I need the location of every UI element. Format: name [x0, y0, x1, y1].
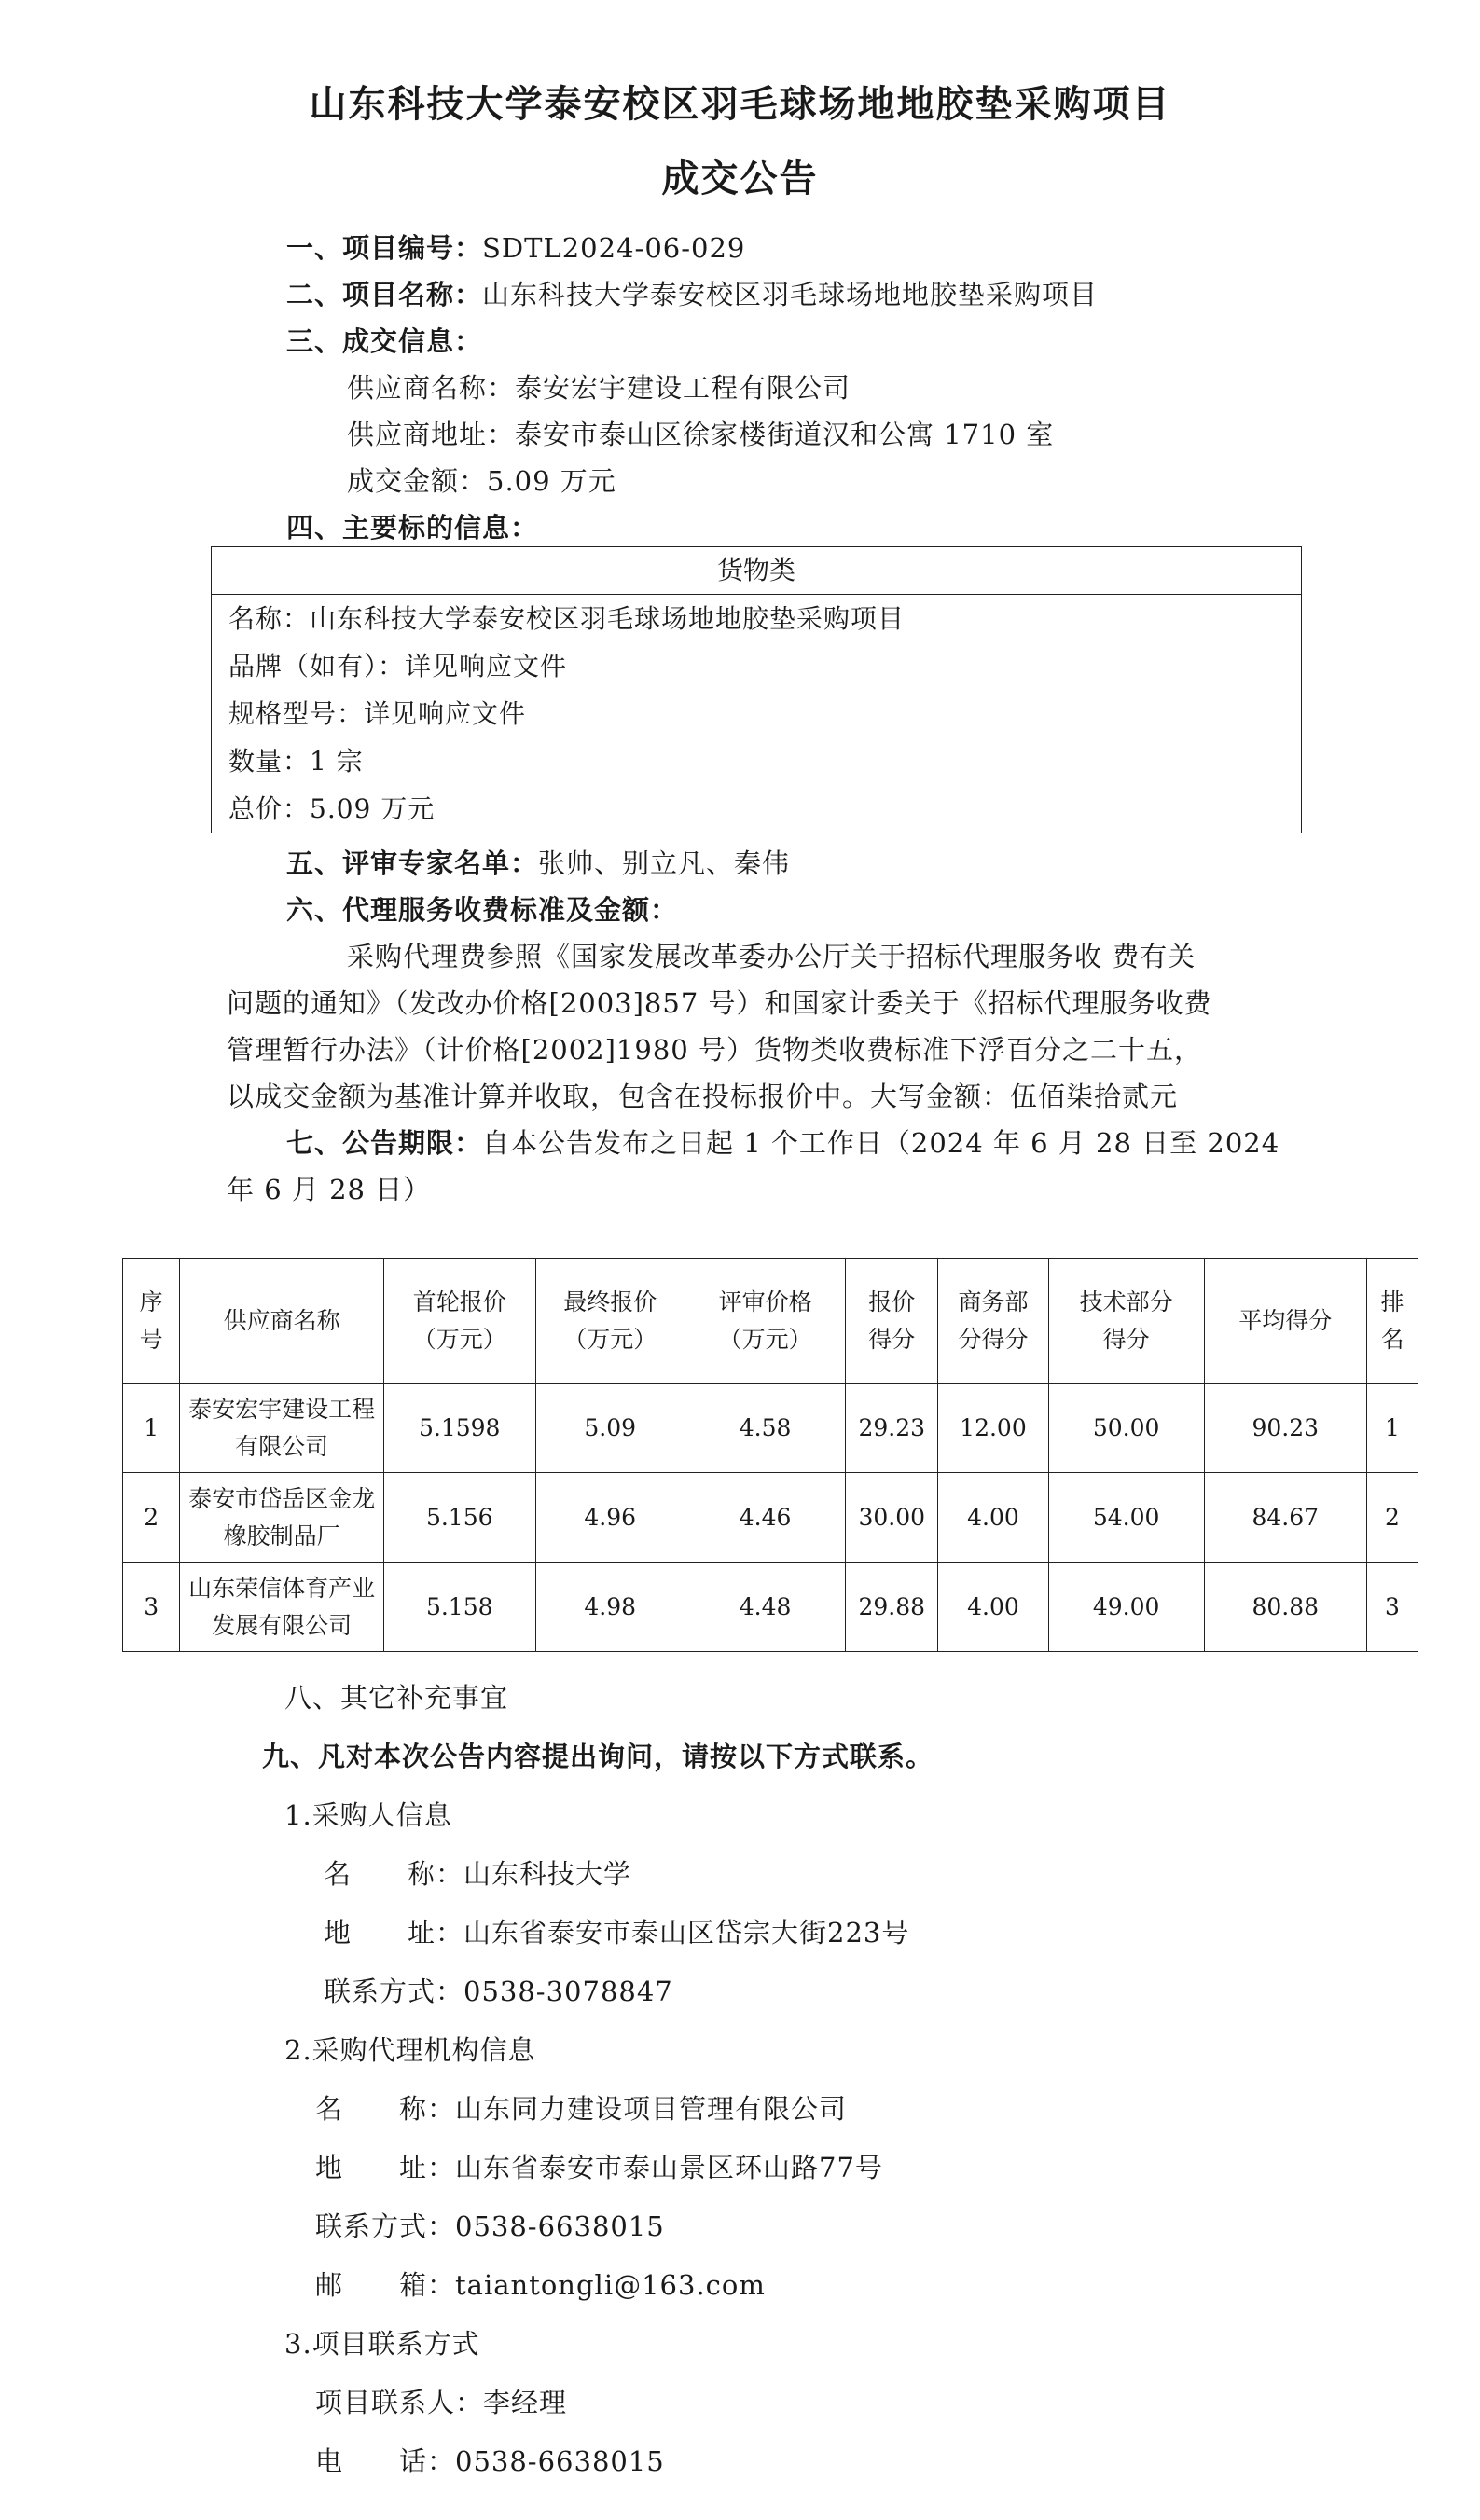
col-header-business-score: 商务部 分得分 — [938, 1259, 1048, 1384]
cell-price-score: 29.88 — [846, 1563, 938, 1652]
project-number-value: SDTL2024-06-029 — [482, 232, 746, 264]
project-name-value: 山东科技大学泰安校区羽毛球场地地胶垫采购项目 — [482, 279, 1099, 310]
section-label: 七、公告期限： — [286, 1127, 483, 1159]
evaluation-score-table — [122, 1258, 1418, 1652]
purchaser-address: 地 址：山东省泰安市泰山区岱宗大街223号 — [324, 1917, 910, 1949]
cell-tech-score: 49.00 — [1048, 1563, 1204, 1652]
goods-row-quantity: 数量：1 宗 — [228, 746, 364, 777]
document-title: 山东科技大学泰安校区羽毛球场地地胶垫采购项目 — [309, 82, 1171, 126]
cell-tech-score: 50.00 — [1048, 1384, 1204, 1473]
supplier-name: 供应商名称：泰安宏宇建设工程有限公司 — [347, 372, 851, 404]
cell-rank: 2 — [1367, 1473, 1418, 1563]
table-row — [123, 1384, 1418, 1473]
col-header-supplier: 供应商名称 — [180, 1259, 384, 1384]
document-subtitle: 成交公告 — [661, 157, 819, 200]
cell-no: 3 — [123, 1563, 180, 1652]
cell-rank: 3 — [1367, 1563, 1418, 1652]
col-header-final-quote: 最终报价 （万元） — [535, 1259, 685, 1384]
goods-row-brand: 品牌（如有）：详见响应文件 — [228, 651, 568, 682]
col-header-average: 平均得分 — [1204, 1259, 1366, 1384]
purchaser-heading: 1.采购人信息 — [284, 1799, 452, 1831]
cell-supplier: 山东荣信体育产业 发展有限公司 — [180, 1563, 384, 1652]
section-label: 一、项目编号： — [286, 232, 483, 264]
col-header-review-price: 评审价格 （万元） — [685, 1259, 845, 1384]
cell-rank: 1 — [1367, 1384, 1418, 1473]
cell-average: 90.23 — [1204, 1384, 1366, 1473]
goods-table-header: 货物类 — [212, 547, 1301, 595]
notice-period-value: 自本公告发布之日起 1 个工作日（2024 年 6 月 28 日至 2024 — [482, 1127, 1280, 1159]
agency-email: 邮 箱：taiantongli@163.com — [315, 2269, 766, 2301]
cell-review-price: 4.58 — [685, 1384, 845, 1473]
col-header-price-score: 报价 得分 — [846, 1259, 938, 1384]
cell-price-score: 29.23 — [846, 1384, 938, 1473]
table-row — [123, 1473, 1418, 1563]
cell-price-score: 30.00 — [846, 1473, 938, 1563]
agency-contact: 联系方式：0538-6638015 — [315, 2210, 665, 2242]
cell-supplier: 泰安宏宇建设工程 有限公司 — [180, 1384, 384, 1473]
cell-tech-score: 54.00 — [1048, 1473, 1204, 1563]
cell-review-price: 4.46 — [685, 1473, 845, 1563]
section-label: 五、评审专家名单： — [286, 847, 539, 879]
goods-row-total: 总价：5.09 万元 — [228, 793, 436, 824]
section-project-name — [286, 274, 1098, 312]
section-deal-info-label: 三、成交信息： — [286, 325, 483, 357]
cell-first-quote: 5.156 — [383, 1473, 535, 1563]
goods-info-table — [211, 546, 1302, 833]
cell-final-quote: 4.96 — [535, 1473, 685, 1563]
cell-business-score: 4.00 — [938, 1473, 1048, 1563]
section-experts — [286, 843, 790, 881]
section-project-number — [286, 227, 745, 266]
section-label: 二、项目名称： — [286, 279, 483, 310]
cell-first-quote: 5.158 — [383, 1563, 535, 1652]
purchaser-contact: 联系方式：0538-3078847 — [324, 1976, 673, 2007]
supplier-address: 供应商地址：泰安市泰山区徐家楼街道汉和公寓 1710 室 — [347, 419, 1055, 450]
notice-period-value-cont: 年 6 月 28 日） — [227, 1174, 432, 1205]
section-agency-fee-label: 六、代理服务收费标准及金额： — [286, 894, 679, 926]
cell-review-price: 4.48 — [685, 1563, 845, 1652]
fee-paragraph-line: 问题的通知》（发改办价格[2003]857 号）和国家计委关于《招标代理服务收费 — [227, 987, 1212, 1019]
col-header-no: 序 号 — [123, 1259, 180, 1384]
section-supplementary: 八、其它补充事宜 — [284, 1682, 509, 1714]
table-header-row — [123, 1259, 1418, 1384]
cell-no: 1 — [123, 1384, 180, 1473]
cell-first-quote: 5.1598 — [383, 1384, 535, 1473]
agency-heading: 2.采购代理机构信息 — [284, 2034, 536, 2066]
fee-paragraph-line: 管理暂行办法》（计价格[2002]1980 号）货物类收费标准下浮百分之二十五， — [227, 1034, 1202, 1066]
col-header-rank: 排 名 — [1367, 1259, 1418, 1384]
cell-final-quote: 5.09 — [535, 1384, 685, 1473]
fee-paragraph-line: 以成交金额为基准计算并收取，包含在投标报价中。大写金额：伍佰柒拾贰元 — [227, 1081, 1179, 1112]
cell-business-score: 12.00 — [938, 1384, 1048, 1473]
section-notice-period — [286, 1122, 1279, 1161]
col-header-tech-score: 技术部分 得分 — [1048, 1259, 1204, 1384]
agency-address: 地 址：山东省泰安市泰山景区环山路77号 — [315, 2152, 883, 2183]
cell-final-quote: 4.98 — [535, 1563, 685, 1652]
fee-paragraph-line: 采购代理费参照《国家发展改革委办公厅关于招标代理服务收 费有关 — [347, 941, 1196, 972]
project-contact-phone: 电 话：0538-6638015 — [315, 2445, 665, 2477]
table-row — [123, 1563, 1418, 1652]
section-main-item-label: 四、主要标的信息： — [286, 512, 539, 544]
cell-average: 84.67 — [1204, 1473, 1366, 1563]
purchaser-name: 名 称：山东科技大学 — [324, 1858, 632, 1890]
section-contact-intro: 九、凡对本次公告内容提出询问，请按以下方式联系。 — [262, 1741, 934, 1772]
agency-name: 名 称：山东同力建设项目管理有限公司 — [315, 2093, 848, 2125]
cell-supplier: 泰安市岱岳区金龙 橡胶制品厂 — [180, 1473, 384, 1563]
cell-no: 2 — [123, 1473, 180, 1563]
goods-row-name: 名称：山东科技大学泰安校区羽毛球场地地胶垫采购项目 — [228, 603, 906, 634]
goods-row-spec: 规格型号：详见响应文件 — [228, 698, 527, 729]
cell-average: 80.88 — [1204, 1563, 1366, 1652]
deal-amount: 成交金额：5.09 万元 — [347, 465, 616, 497]
project-contact-heading: 3.项目联系方式 — [284, 2328, 480, 2360]
project-contact-person: 项目联系人：李经理 — [315, 2387, 568, 2418]
cell-business-score: 4.00 — [938, 1563, 1048, 1652]
experts-value: 张帅、别立凡、秦伟 — [538, 847, 791, 879]
col-header-first-quote: 首轮报价 （万元） — [383, 1259, 535, 1384]
